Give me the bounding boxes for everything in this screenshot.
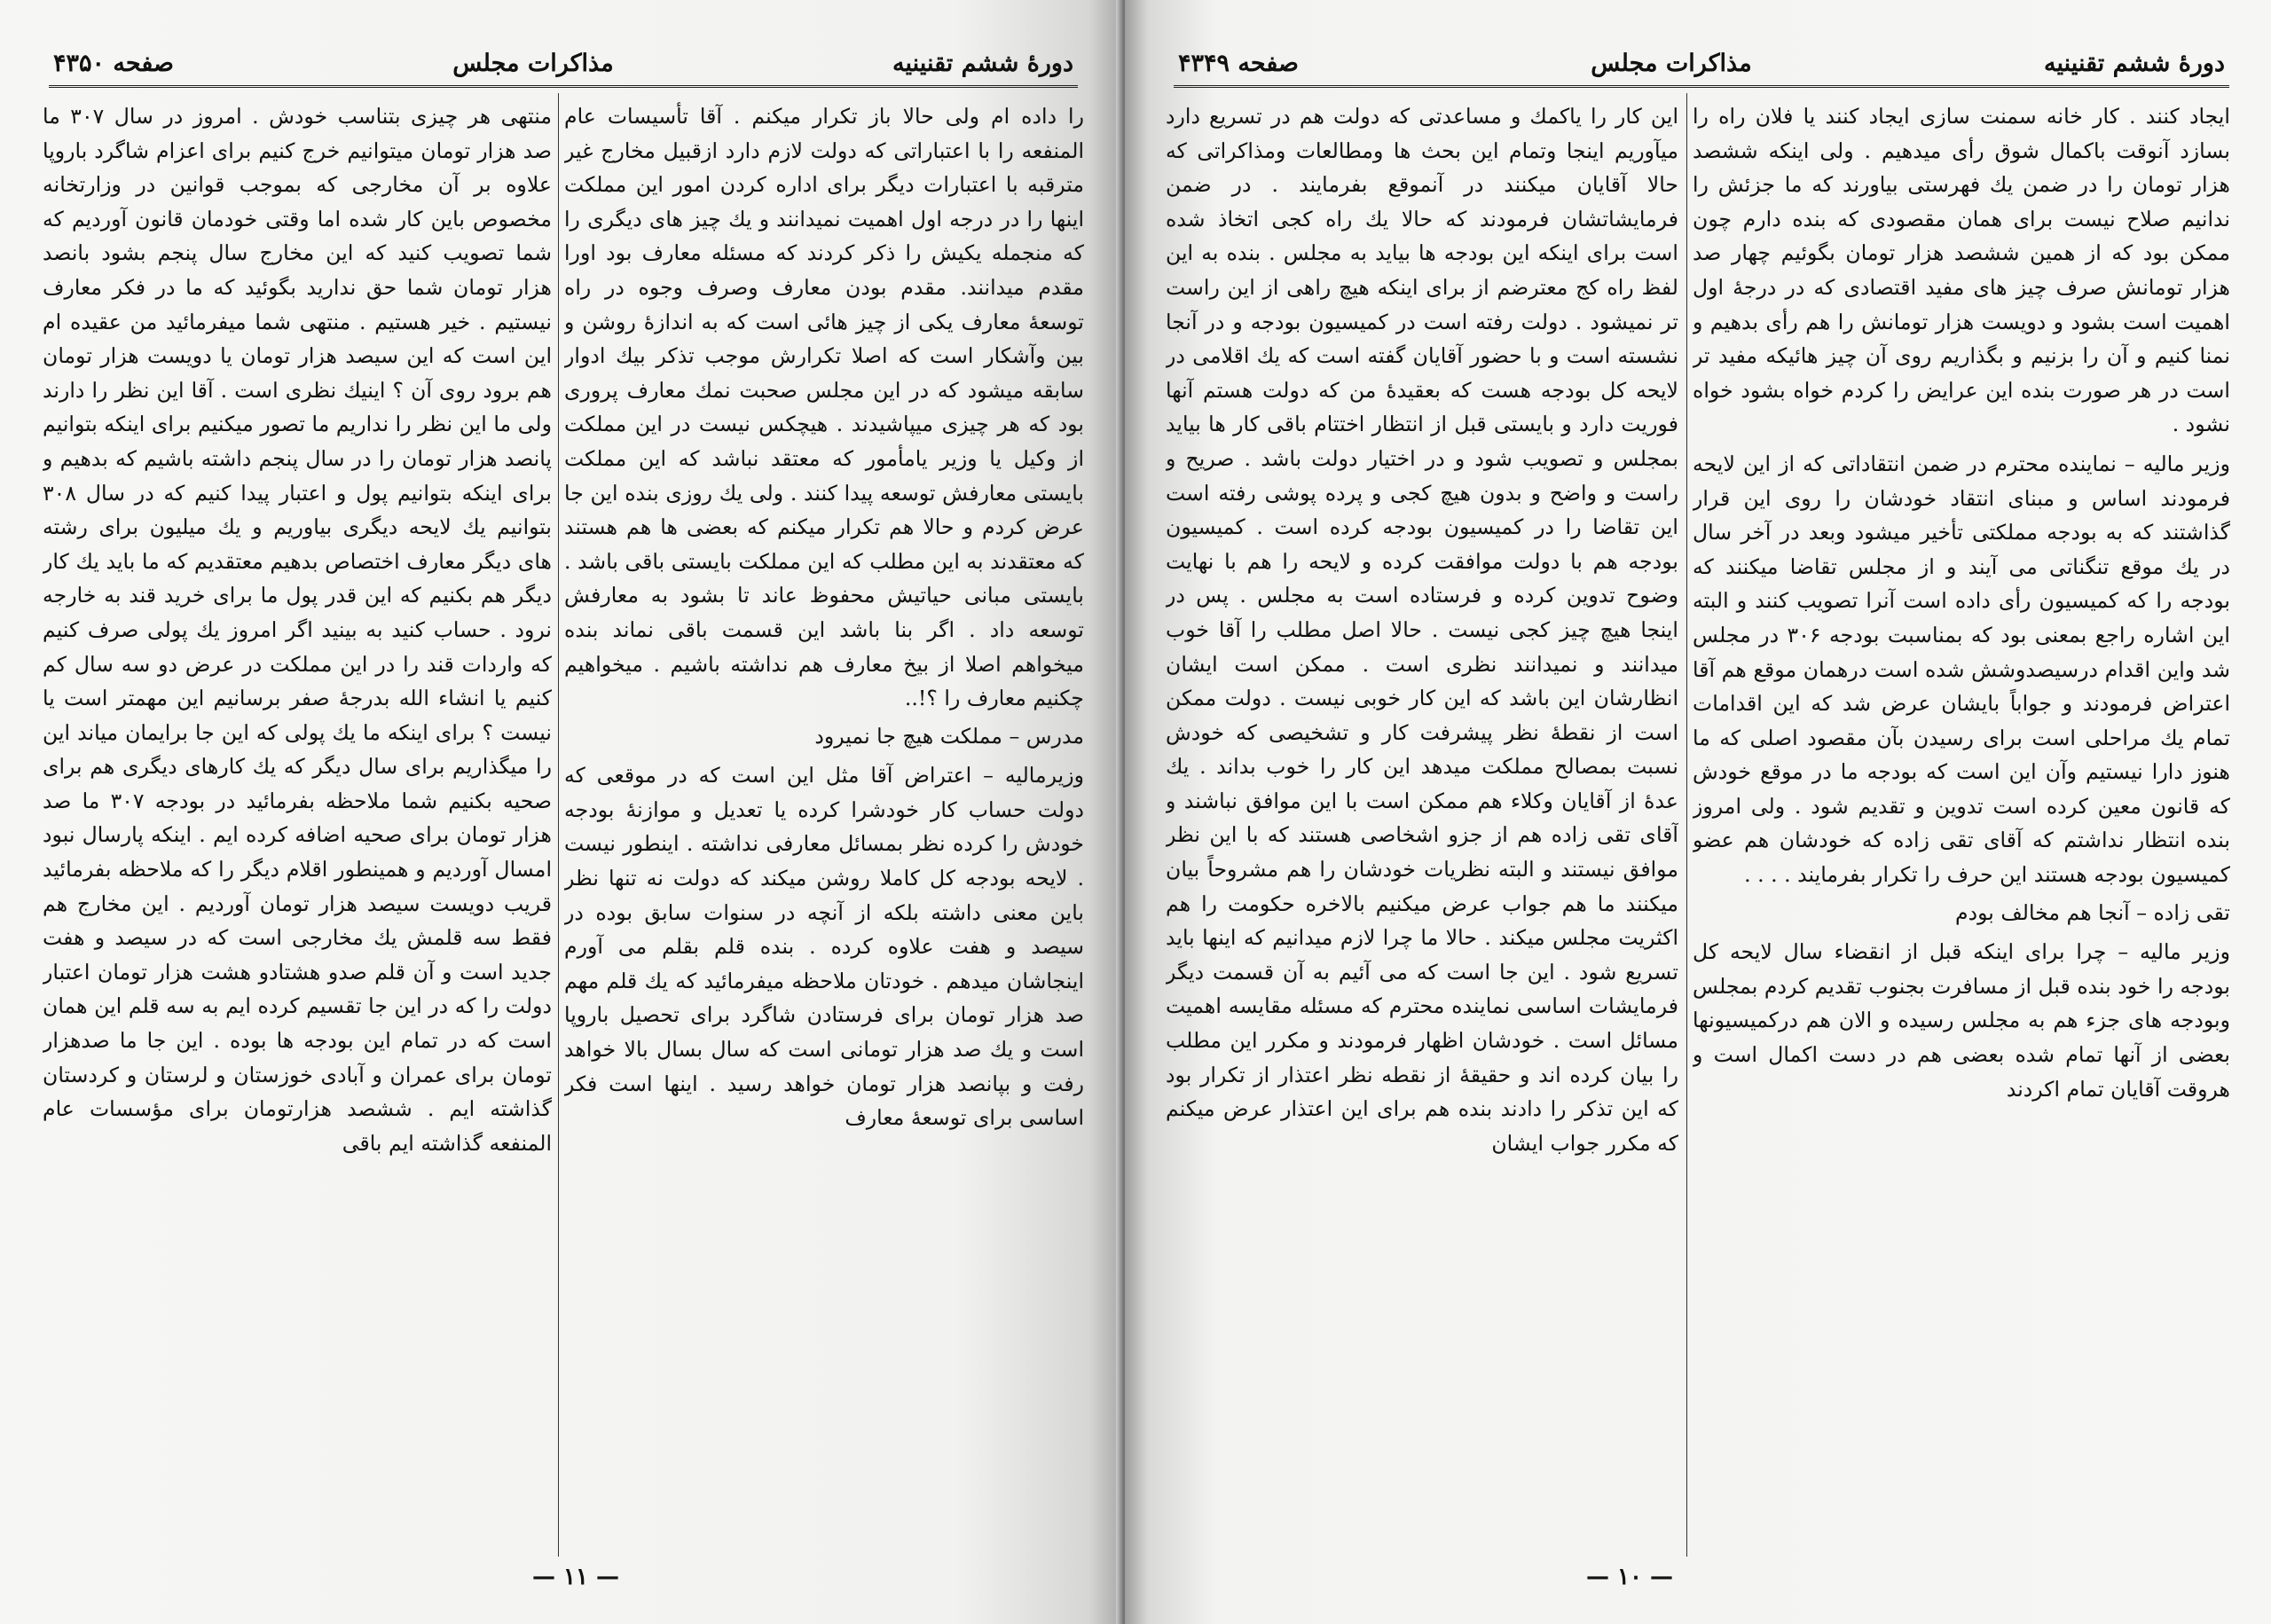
right-page	[1125, 0, 2271, 1624]
paragraph: وزیر مالیه – چرا برای اینکه قبل از انقضاء سال لایحه کل بودجه را خود بنده قبل از مسافرت بجنوب تقدیم کردم بمجلس وبودجه های جزء هم به مجلس رسیده و الان هم درکمیسیونها بعضی از آنها تمام شده بعضی هم در دست اکمال است و هروقت آقایان تمام اکردند	[1693, 939, 2230, 1102]
left-page-footer-number: — ۱۱ —	[532, 1564, 620, 1590]
paragraph: وزیرمالیه – اعتراض آقا مثل این است که در موقعی که دولت حساب کار خودشرا کرده یا تعدیل و موازنهٔ بودجه خودش را کرده نظر بمسائل معارفی نداشته . اینطور نیست . لایحه بودجه کل کاملا روشن میکند که دولت نه تنها نظر باین معنی داشته بلکه از آنچه در سنوات سابق بوده در سیصد و هفت علاوه کرده . بنده قلم بقلم می آورم اینجاشان میدهم . خودتان ملاحظه میفرمائید که یك قلم مهم صد هزار تومان برای فرستادن شاگرد برای تحصیل باروپا است و یك صد هزار تومانی است که سال بسال بالا خواهد رفت و بپانصد هزار تومان خواهد رسید . اینها است فکر اساسی برای توسعهٔ معارف	[564, 763, 1084, 1131]
paragraph: ایجاد کنند . کار خانه سمنت سازی ایجاد کنند یا فلان راه را بسازد آنوقت باکمال شوق رأی میدهیم . ولی اینکه ششصد هزار تومان را در ضمن یك فهرستی بیاورند که ما جزئش را ندانیم صلاح نیست برای همان مقصودی که بنده دارم چون ممکن بود که از همین ششصد هزار تومان بگوئیم چهار صد هزار تومانش صرف چیز های مفید اقتصادی که در درجهٔ اول اهمیت است بشود و دویست هزار تومانش را هم رأی بدهیم و نمنا کنیم و آن را بزنیم و بگذاریم روی آن چیز هائیکه مفید تر است در هر صورت بنده این عرایض را کردم خواه بشود خواه نشود .	[1693, 104, 2230, 437]
right-page-header	[1178, 43, 2225, 83]
left-page-header	[53, 43, 1073, 83]
left-page-number-label: صفحه ۴۳۵۰	[53, 49, 174, 77]
left-page-session: دورهٔ ششم تقنینیه	[892, 49, 1073, 77]
right-page-number-label: صفحه ۴۳۴۹	[1178, 49, 1299, 77]
right-page-right-column	[1693, 99, 2230, 1545]
paragraph: وزیر مالیه – نماینده محترم در ضمن انتقاداتی که از این لایحه فرمودند اساس و مبنای انتقاد خودشان را روی این قرار گذاشتند که به بودجه مملکتی تأخیر میشود وبعد در آخر سال در یك موقع تنگناتی می آیند و از مجلس تقاضا میکنند که بودجه را که کمیسیون رأی داده است آنرا تصویب کنند و البته این اشاره راجع بمعنی بود که بمناسبت بودجه ۳۰۶ در مجلس شد واین اقدام درسیصدوشش شده است درهمان موقع هم آقا اعتراض فرمودند و جواباً بایشان عرض شد که این اقدامات تمام یك مراحلی است برای رسیدن بآن مقصود اصلی که ما هنوز دارا نیستیم وآن این است که بودجه ما در موقع خودش که قانون معین کرده است تدوین و تقدیم شود . ولی امروز بنده انتظار نداشتم که آقای تقی زاده که خودشان هم عضو کمیسیون بودجه هستند این حرف را تکرار بفرمایند . . . .	[1693, 451, 2230, 888]
left-column-divider	[558, 93, 559, 1557]
left-page-title: مذاكرات مجلس	[452, 49, 614, 77]
left-page	[0, 0, 1122, 1624]
paragraph: را داده ام ولی حالا باز تکرار میکنم . آقا تأسیسات عام المنفعه را با اعتباراتی که دولت لازم دارد ازقبیل مخارج غیر مترقبه با اعتبارات دیگر برای اداره کردن امور این مملکت اینها را در درجه اول اهمیت نمیدانند و یك چیز های دیگری را که منجمله یکیش را ذکر کردند که مسئله معارف بود اورا مقدم میدانند. مقدم بودن معارف وصرف وجوه در راه توسعهٔ معارف یکی از چیز هائی است که به اندازهٔ روشن و بین وآشکار است که اصلا تکرارش موجب تذکر بیك ادوار سابقه میشود که در این مجلس صحبت نمك معارف پروری بود که هر چیزی میپاشیدند . هیچکس نیست در این مملکت از وکیل یا وزیر یامأمور که معتقد نباشد که این مملکت بایستی معارفش توسعه پیدا کنند . ولی یك روزی بنده این جا عرض کردم و حالا هم تکرار میکنم که بعضی ها هم هستند که معتقدند به این مطلب که این مملکت بایستی باقی باشد . بایستی مبانی حیاتیش محفوظ عاند تا بشود به معارفش توسعه داد . اگر بنا باشد این قسمت باقی نماند بنده میخواهم اصلا از بیخ معارف هم نداشته باشیم . میخواهیم چکنیم معارف را ؟!..	[564, 104, 1084, 711]
left-header-rule	[49, 85, 1078, 88]
right-page-session: دورهٔ ششم تقنینیه	[2044, 49, 2225, 77]
paragraph: مدرس – مملکت هیچ جا نمیرود	[814, 723, 1084, 749]
right-header-rule	[1174, 85, 2229, 88]
left-page-right-column	[564, 99, 1084, 1545]
paragraph: این کار را یاکمك و مساعدتی که دولت هم در تسریع دارد میآوریم اینجا وتمام این بحث ها ومطالعات ومذاکراتی که حالا آقایان میکنند در آنموقع بفرمایند . در ضمن فرمایشاتشان فرمودند که حالا یك راه کجی اتخاذ شده است برای اینکه این بودجه ها بیاید به مجلس . بنده به این لفظ راه کج معترضم از برای اینکه هیچ راهی از این راست تر نمیشود . دولت رفته است در کمیسیون بودجه و در آنجا نشسته است و با حضور آقایان گفته است که یك اقلامی در لایحه کل بودجه هست که بعقیدهٔ من که دولت هستم آنها فوریت دارد و بایستی قبل از انتظار اختتام باقی کار ها بیاید بمجلس و تصویب شود و در اختیار دولت باشد . صریح و راست و واضح و بدون هیچ کجی و پرده پوشی رفته است این تقاضا را در کمیسیون بودجه کرده است . کمیسیون بودجه هم با دولت موافقت کرده و لایحه را هم با نهایت وضوح تدوین کرده و فرستاده است به مجلس . پس در اینجا هیچ چیز کجی نیست . حالا اصل مطلب را آقا خوب میدانند و نمیدانند نظری است . ممکن است ایشان انظارشان این باشد که این کار خوبی نیست . دولت ممکن است از نقطهٔ نظر پیشرفت کار و تشخیصی که خودش نسبت بمصالح مملکت میدهد این کار را خوب بداند . یك عدهٔ از آقایان وکلاء هم ممکن است با این موافق نباشند و آقای تقی زاده هم از جزو اشخاصی هستند که با این نظر موافق نیستند و البته نظریات خودشان را هم مشروحاً بیان میکنند ما هم جواب عرض میکنیم بالاخره حکومت را هم اکثریت مجلس میکند . حالا ما چرا لازم میدانیم که اینها باید تسریع شود . این جا است که می آئیم به آن قسمت دیگر فرمایشات اساسی نماینده محترم که مسئله مقایسه اهمیت مسائل است . خودشان اظهار فرمودند و مکرر این مطلب را بیان کرده اند و حقیقهٔ از نقطه نظر اعتذار از تکرار بود که این تذکر را دادند بنده هم برای این اعتذار عرض میکنم که مکرر جواب ایشان	[1166, 104, 1678, 1156]
left-page-left-column	[43, 99, 552, 1545]
paragraph: تقی زاده – آنجا هم مخالف بودم	[1954, 899, 2230, 925]
right-page-title: مذاكرات مجلس	[1591, 49, 1752, 77]
right-column-divider	[1686, 93, 1687, 1557]
right-page-footer-number: — ۱۰ —	[1586, 1564, 1674, 1590]
right-page-left-column	[1166, 99, 1678, 1545]
paragraph: منتهی هر چیزی بتناسب خودش . امروز در سال ۳۰۷ ما صد هزار تومان میتوانیم خرج کنیم برای اعزام شاگرد باروپا علاوه بر آن مخارجی که بموجب قوانین در وزارتخانه مخصوص باین کار شده اما وقتی خودمان قانون آوردیم که شما تصویب کنید که این مخارج سال پنجم بشود بانصد هزار تومان شما حق ندارید بگوئید که ما در فکر معارف نیستیم . خیر هستیم . منتهی شما میفرمائید من عقیده ام این است که این سیصد هزار تومان یا دویست هزار تومان هم برود روی آن ؟ اینیك نظری است . آقا این نظر را دارند ولی ما این نظر را نداریم ما تصور میکنیم برای اینکه بتوانیم پانصد هزار تومان را در سال پنجم داشته باشیم که بدهیم و برای اینکه بتوانیم پول و اعتبار پیدا کنیم که در سال ۳۰۸ بتوانیم یك لایحه دیگری بیاوریم و یك میلیون برای رشته های دیگر معارف اختصاص بدهیم معتقدیم که ما باید یك کار دیگر هم بکنیم که این قدر پول ما برای خرید قند به خارجه نرود . حساب کنید به بینید اگر امروز یك پولی صرف کنیم که واردات قند را در این مملکت در عرض دو سه سال کم کنیم یا انشاء الله بدرجهٔ صفر برسانیم این مهمتر است یا نیست ؟ برای اینکه ما یك پولی که این جا برایمان میاند این را میگذاریم برای سال دیگر که یك کارهای دیگری هم برای صحیه بکنیم شما ملاحظه بفرمائید در بودجه ۳۰۷ ما صد هزار تومان برای صحیه اضافه کرده ایم . اینکه پارسال نبود امسال آوردیم و همینطور اقلام دیگر را که ملاحظه بفرمائید قریب دویست سیصد هزار تومان آوردیم . این مخارج هم فقط سه قلمش یك مخارجی است که در سیصد و هفت جدید است و آن قلم صدو هشتادو هشت هزار تومان اعتبار دولت را که در این جا تقسیم کرده ایم به سه قلم این همان است که در تمام این بودجه ها بوده . این جا ما صدهزار تومان برای عمران و آبادی خوزستان و لرستان و کردستان گذاشته ایم . ششصد هزارتومان برای مؤسسات عام المنفعه گذاشته ایم باقی	[43, 104, 552, 1156]
